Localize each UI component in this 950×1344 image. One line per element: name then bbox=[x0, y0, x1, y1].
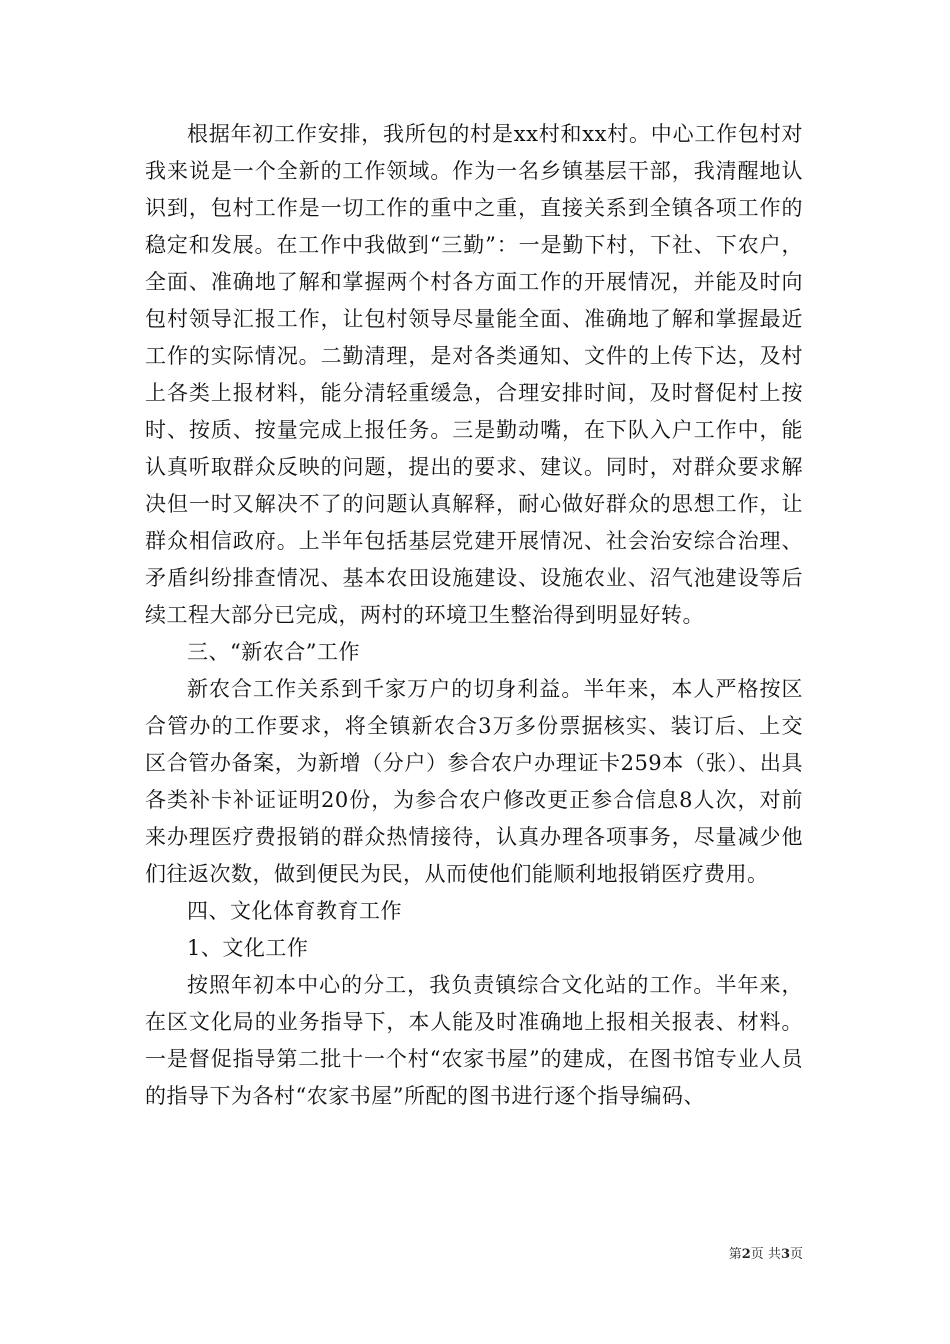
paragraph-village-work: 根据年初工作安排，我所包的村是xx村和xx村。中心工作包村对我来说是一个全新的工作领域。作为一名乡镇基层干部，我清醒地认识到，包村工作是一切工作的重中之重，直接关系到全镇各项工作的稳定和发展。在工作中我做到“三勤”：一是勤下村，下社、下农户，全面、准确地了解和掌握两个村各方面工作的开展情况，并能及时向包村领导汇报工作，让包村领导尽量能全面、准确地了解和掌握最近工作的实际情况。二勤清理，是对各类通知、文件的上传下达，及村上各类上报材料，能分清轻重缓急，合理安排时间，及时督促村上按时、按质、按量完成上报任务。三是勤动嘴，在下队入户工作中，能认真听取群众反映的问题，提出的要求、建议。同时，对群众要求解决但一时又解决不了的问题认真解释，耐心做好群众的思想工作，让群众相信政府。上半年包括基层党建开展情况、社会治安综合治理、矛盾纠纷排查情况、基本农田设施建设、设施农业、沼气池建设等后续工程大部分已完成，两村的环境卫生整治得到明显好转。 bbox=[145, 122, 803, 627]
page-number-footer bbox=[729, 1247, 803, 1263]
footer-suffix: 页 bbox=[789, 1247, 803, 1262]
subsection-heading-culture-work: 1、文化工作 bbox=[187, 936, 309, 960]
document-body bbox=[145, 116, 803, 1115]
footer-middle: 页 共 bbox=[750, 1247, 781, 1262]
footer-total-pages: 3 bbox=[780, 1247, 790, 1262]
paragraph-culture-work: 按照年初本中心的分工，我负责镇综合文化站的工作。半年来，在区文化局的业务指导下，本人能及时准确地上报相关报表、材料。一是督促指导第二批十一个村“农家书屋”的建成，在图书馆专业人员的指导下为各村“农家书屋”所配的图书进行逐个指导编码、 bbox=[145, 973, 803, 1108]
footer-current-page: 2 bbox=[741, 1247, 751, 1262]
section-heading-culture-sports-education: 四、文化体育教育工作 bbox=[187, 899, 402, 923]
footer-prefix: 第 bbox=[728, 1247, 742, 1262]
section-heading-new-rural-coop: 三、“新农合”工作 bbox=[187, 640, 360, 664]
paragraph-new-rural-coop: 新农合工作关系到千家万户的切身利益。半年来，本人严格按区合管办的工作要求，将全镇新农合3万多份票据核实、装订后、上交区合管办备案，为新增（分户）参合农户办理证卡259本（张）、出具各类补卡补证证明20份，为参合农户修改更正参合信息8人次，对前来办理医疗费报销的群众热情接待，认真办理各项事务，尽量减少他们往返次数，做到便民为民，从而使他们能顺利地报销医疗费用。 bbox=[145, 677, 803, 886]
